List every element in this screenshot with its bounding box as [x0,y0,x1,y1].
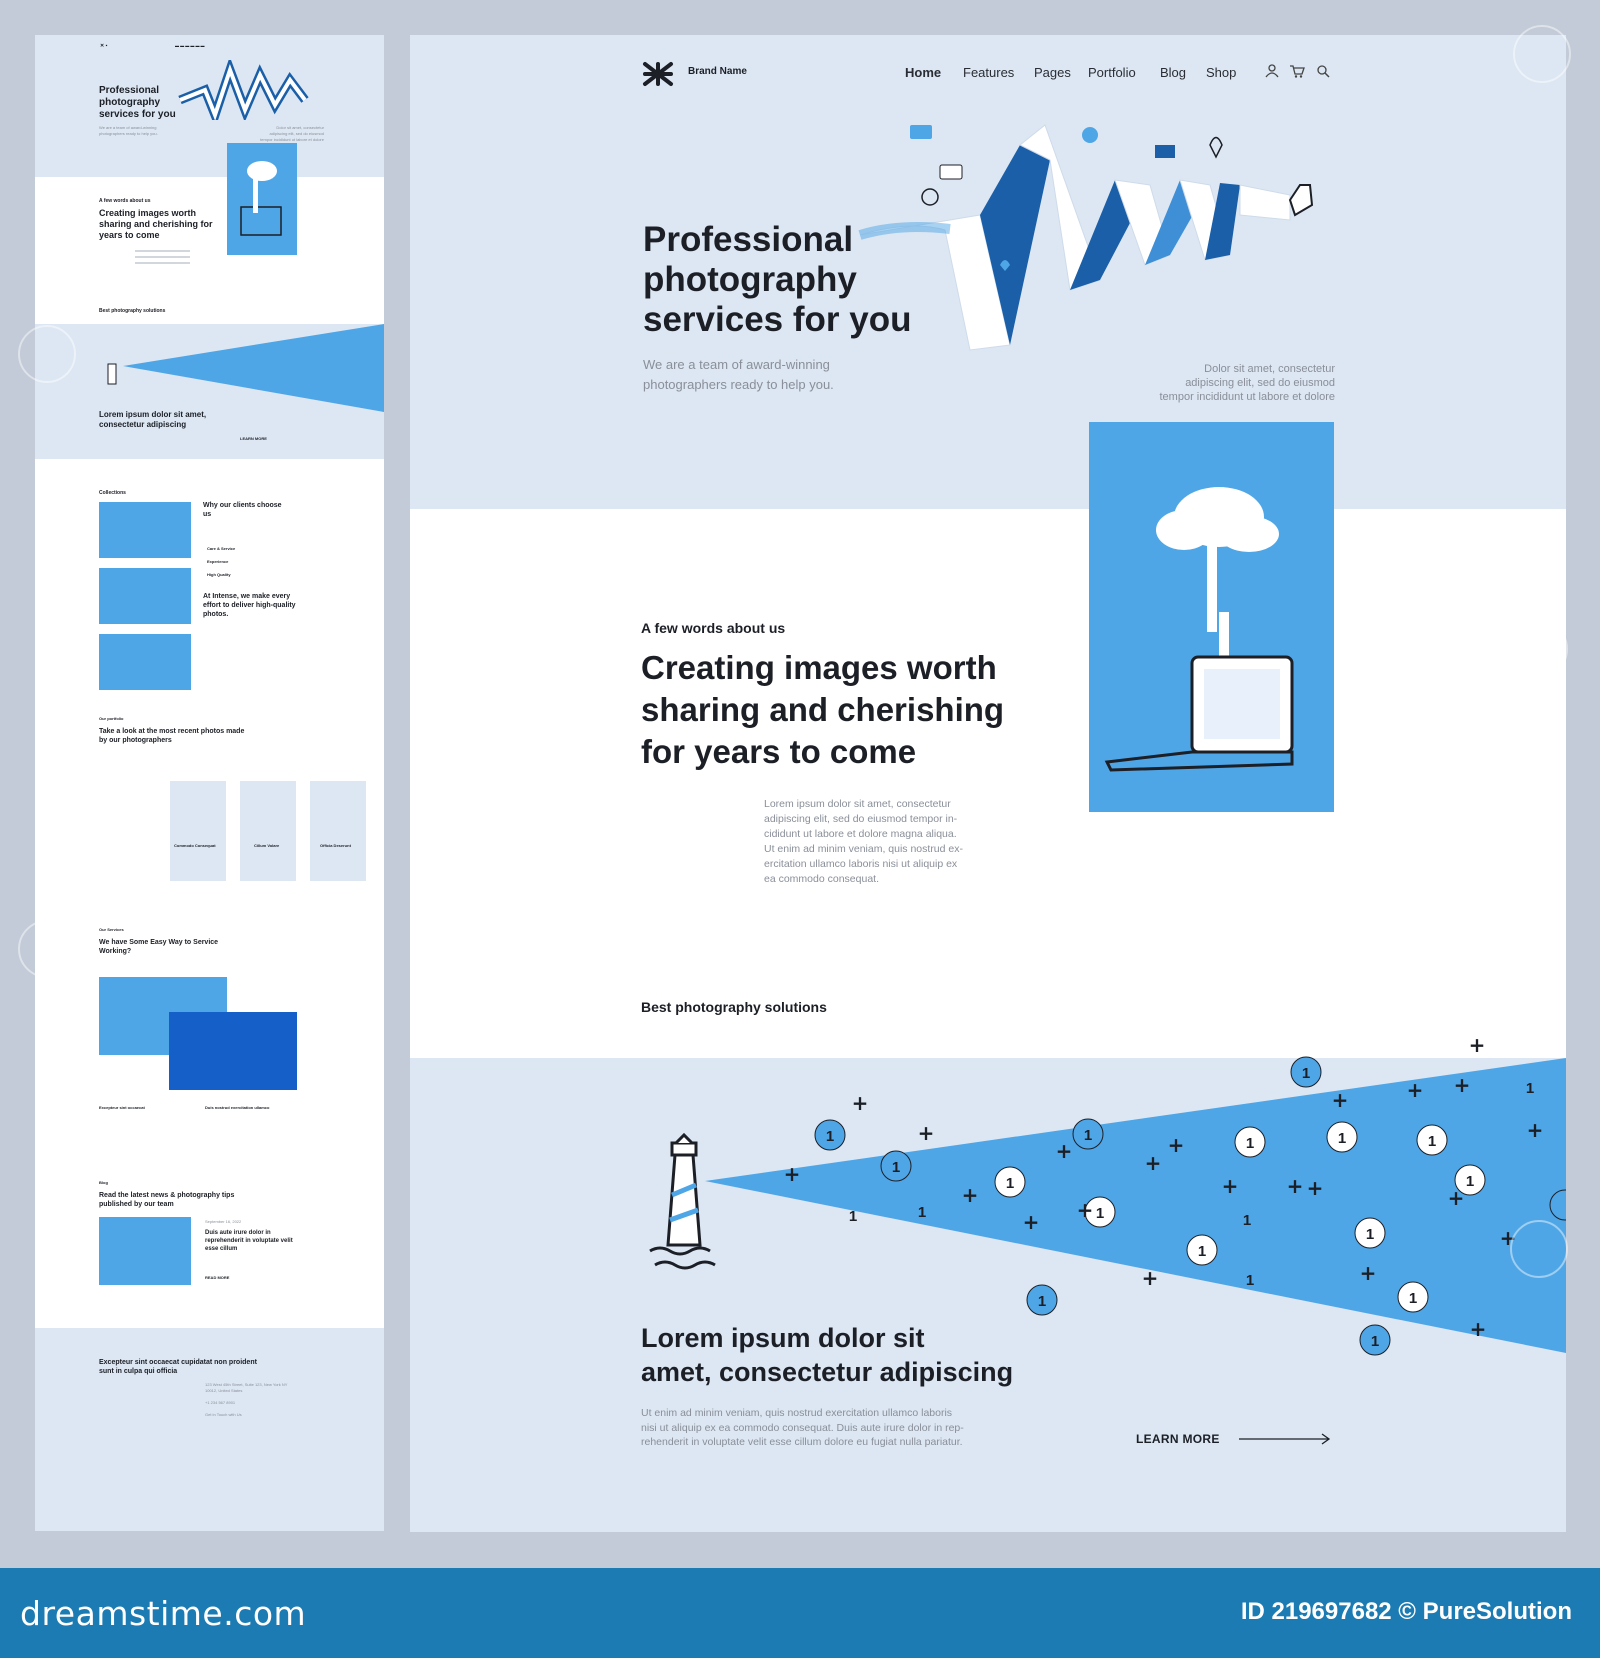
about-title-line-2: sharing and cherishing [641,691,1005,728]
thumb-services-title: We have Some Easy Way to Service Working? [99,939,219,955]
svg-text:1: 1 [1037,1293,1047,1310]
thumb-card[interactable] [240,781,296,881]
svg-text:+: + [961,1183,979,1207]
hero-title-line-1: Professional [643,220,854,259]
brand-name[interactable]: Brand Name [688,66,747,77]
thumb-services-eyebrow: Our Services [99,927,124,932]
nav-home[interactable]: Home [905,65,942,80]
solutions-title-line-2: amet, consectetur adipiscing [641,1357,1014,1387]
thumb-hero-sub: We are a team of award-winning photographers ready to help you. [99,125,158,136]
thumb-about-text [135,256,190,258]
thumb-footer [35,1328,384,1531]
svg-text:1: 1 [1083,1127,1093,1144]
svg-text:1: 1 [1245,1135,1255,1152]
user-icon[interactable] [1265,64,1279,78]
cloud-laptop-illustration [1089,422,1334,812]
thumb-blog-date: September 16, 2022 [205,1219,242,1224]
svg-text:1: 1 [848,1208,858,1225]
svg-text:+: + [1144,1151,1162,1175]
svg-text:+: + [1141,1266,1159,1290]
thumb-card[interactable] [170,781,226,881]
watermark-icon [18,325,76,383]
thumb-card-title: Officia Deserunt [320,843,351,848]
thumb-collection-image [99,568,191,624]
svg-text:+: + [1076,1198,1094,1222]
svg-text:+: + [1447,1186,1465,1210]
nav-features[interactable]: Features [963,65,1015,80]
about-body: Lorem ipsum dolor sit amet, consectetur adipiscing elit, sed do eiusmod tempor in- cididunt ut labore et dolore magna aliqua. Ut enim ad minim veniam, quis nostrud ex- ercitation ullamco laboris nisi ut aliquip ex ea commodo consequat. [764,798,963,885]
thumb-acc-2[interactable]: Experience [207,559,229,564]
thumb-nav[interactable]: ▬ ▬ ▬ ▬ ▬ ▬ [175,43,205,48]
thumb-hero [35,35,384,177]
thumb-services-image [169,1012,297,1090]
lighthouse-icon [650,1135,715,1268]
svg-text:+: + [1167,1133,1185,1157]
svg-text:1: 1 [1370,1333,1380,1350]
thumb-why-title: Why our clients choose us [203,502,282,518]
hero-ribbon-illustration [850,105,1370,355]
thumb-collection-image [99,634,191,690]
svg-text:+: + [1468,1035,1486,1057]
svg-text:1: 1 [1005,1175,1015,1192]
thumb-blog-title: Read the latest news & photography tips published by our team [99,1192,235,1208]
thumb-about-text [135,262,190,264]
image-id: ID 219697682 © PureSolution [1240,1598,1572,1625]
watermark-icon [1510,1220,1568,1278]
svg-text:1: 1 [1427,1133,1437,1150]
arrow-right-icon[interactable] [1238,1433,1333,1445]
thumbnail-page [35,35,384,1531]
thumb-beam [35,324,384,419]
svg-text:+: + [917,1121,935,1145]
thumb-about-eyebrow: A few words about us [99,198,151,204]
svg-text:1: 1 [917,1204,927,1221]
thumb-hero-illustration [175,60,325,120]
brand-logo-icon[interactable] [642,61,674,87]
svg-text:+: + [1055,1139,1073,1163]
svg-text:+: + [1406,1078,1424,1102]
about-title-line-3: for years to come [641,733,917,770]
thumb-footer-phone: +1 234 567 8901 [205,1400,236,1405]
svg-text:1: 1 [1365,1226,1375,1243]
thumb-lorem-title: Lorem ipsum dolor sit amet, consectetur adipiscing [99,410,207,429]
svg-text:1: 1 [1337,1130,1347,1147]
nav-blog[interactable]: Blog [1160,65,1187,80]
svg-text:+: + [851,1091,869,1115]
thumb-card-title: Cillum Volare [254,843,280,848]
thumb-svc-2: Duis nostrud exercitation ullamco [205,1105,270,1110]
svg-text:+: + [1499,1226,1517,1250]
watermark-footer [0,1568,1600,1658]
thumb-blog-post[interactable]: Duis aute irure dolor in reprehenderit in voluptate velit esse cillum [205,1230,293,1252]
thumb-intense-title: At Intense, we make every effort to deliver high-quality photos. [203,593,296,618]
svg-text:1: 1 [1245,1272,1255,1289]
svg-text:1: 1 [1525,1080,1535,1097]
thumb-svc-1: Excepteur sint occaecat [99,1105,145,1110]
learn-more-link[interactable]: LEARN MORE [1136,1432,1220,1446]
thumb-portfolio-title: Take a look at the most recent photos made by our photographers [99,728,245,744]
thumb-blog-eyebrow: Blog [99,1180,108,1185]
dreamstime-logo: dreamstime.com [20,1594,307,1633]
svg-text:1: 1 [1095,1205,1105,1222]
about-eyebrow: A few words about us [641,620,786,636]
thumb-hero-title: Professional photography services for you [99,85,176,120]
svg-text:1: 1 [1408,1290,1418,1307]
thumb-acc-1[interactable]: Care & Service [207,546,236,551]
thumb-card[interactable] [310,781,366,881]
thumb-about-title: Creating images worth sharing and cherishing for years to come [99,208,213,240]
svg-text:+: + [1331,1088,1349,1112]
svg-text:1: 1 [1301,1065,1311,1082]
nav-pages[interactable]: Pages [1034,65,1071,80]
thumb-hero-right: Dolor sit amet, consectetur adipiscing elit, sed do eiusmod tempor incididunt ut labore et dolore [260,125,324,142]
svg-text:1: 1 [891,1159,901,1176]
thumb-best-label: Best photography solutions [99,308,166,314]
svg-text:+: + [1526,1118,1544,1142]
thumb-logo: ✕ ▪ [100,43,108,49]
cart-icon[interactable] [1289,64,1305,78]
thumb-read-more[interactable]: READ MORE [205,1275,230,1280]
hero-title-line-2: photography [643,260,857,299]
nav-portfolio[interactable]: Portfolio [1088,65,1136,80]
thumb-acc-3[interactable]: High Quality [207,572,231,577]
search-icon[interactable] [1316,64,1330,78]
svg-text:+: + [1022,1210,1040,1234]
thumb-about-text [135,250,190,252]
svg-text:+: + [1306,1176,1324,1200]
hero-right-text: Dolor sit amet, consectetur adipiscing elit, sed do eiusmod tempor incididunt ut labore et dolore [1159,363,1335,403]
thumb-collection-image [99,502,191,558]
thumb-footer-address: 123 West 45th Street, Suite 123, New York NY 10012, United States [205,1382,288,1393]
thumb-footer-contact[interactable]: Get in Touch with Us [205,1412,242,1417]
watermark-icon [18,920,76,978]
main-page [410,35,1566,1532]
thumb-about-image [227,143,297,255]
thumb-collections: Collections [99,490,126,496]
nav-shop[interactable]: Shop [1206,65,1237,80]
svg-text:+: + [1286,1174,1304,1198]
about-title-line-1: Creating images worth [641,649,997,686]
best-solutions-label: Best photography solutions [641,999,827,1015]
thumb-card-title: Commodo Consequat [174,843,216,848]
svg-text:+: + [1221,1174,1239,1198]
lighthouse-beam-illustration [410,1035,1566,1375]
watermark-icon [1513,25,1571,83]
thumb-portfolio-eyebrow: Our portfolio [99,716,124,721]
thumb-footer-title: Excepteur sint occaecat cupidatat non proident sunt in culpa qui officia [99,1359,257,1375]
thumb-learn-more[interactable]: LEARN MORE [240,436,267,441]
svg-text:1: 1 [825,1128,835,1145]
solutions-body: Ut enim ad minim veniam, quis nostrud exercitation ullamco laboris nisi ut aliquip ex ea commodo consequat. Duis aute irure dolor in rep- rehenderit in voluptate velit esse cillum dolore eu fugiat nulla pariatur. [641,1407,964,1448]
hero-title-line-3: services for you [643,300,912,339]
hero-subtitle: We are a team of award-winning photographers ready to help you. [643,357,834,392]
svg-text:1: 1 [1197,1243,1207,1260]
svg-text:+: + [1359,1261,1377,1285]
svg-text:1: 1 [1465,1173,1475,1190]
solutions-title-line-1: Lorem ipsum dolor sit [641,1323,925,1353]
thumb-blog-image [99,1217,191,1285]
watermark-icon [1510,620,1568,678]
thumb-solutions [35,324,384,459]
svg-text:+: + [1469,1317,1487,1341]
about-image [1089,422,1334,812]
svg-text:+: + [783,1162,801,1186]
svg-text:1: 1 [1242,1212,1252,1229]
svg-text:+: + [1453,1073,1471,1097]
